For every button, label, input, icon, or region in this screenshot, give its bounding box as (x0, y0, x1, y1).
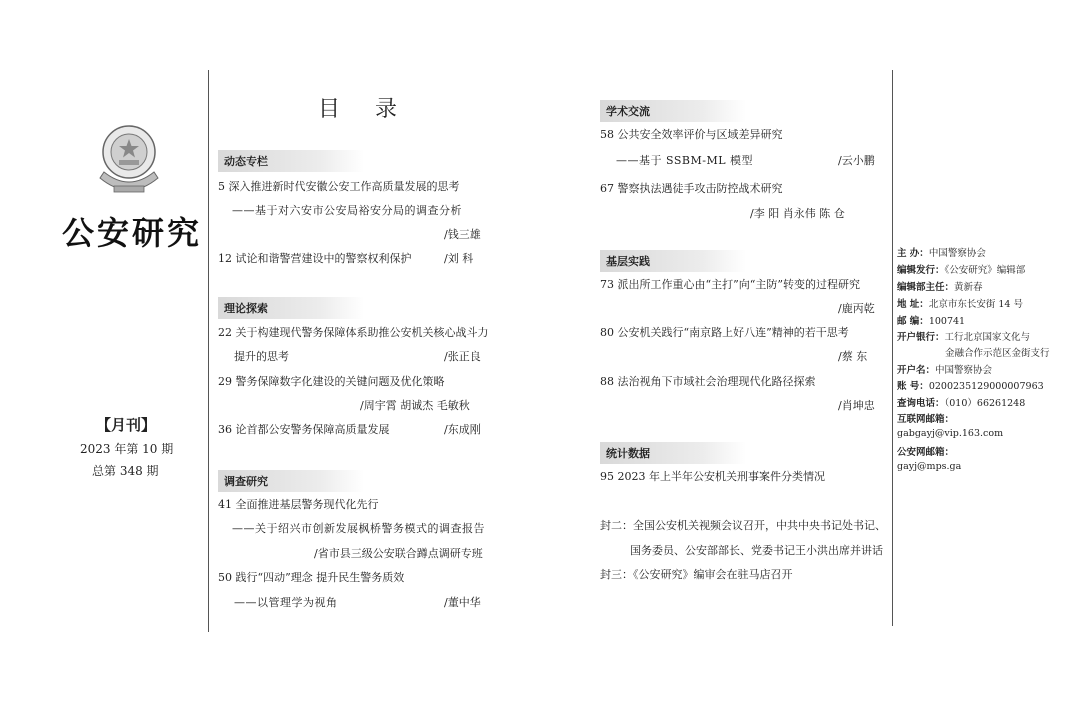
toc-entry-title[interactable]: 22 关于构建现代警务保障体系助推公安机关核心战斗力 (218, 326, 489, 339)
toc-entry-subtitle: ——基于对六安市公安局裕安分局的调查分析 (232, 204, 462, 217)
toc-entry-title[interactable]: 58 公共安全效率评价与区域差异研究 (600, 128, 783, 141)
toc-entry-author: /省市县三级公安联合蹲点调研专班 (314, 547, 483, 560)
cover3-note: 封三：《公安研究》编审会在驻马店召开 (600, 568, 793, 581)
toc-entry-author: /东成刚 (444, 423, 481, 436)
police-emblem-icon (92, 122, 166, 204)
toc-entry-author: /李 阳 肖永伟 陈 仓 (750, 207, 845, 220)
cover2-note-cont: 国务委员、公安部部长、党委书记王小洪出席并讲话 (630, 544, 883, 557)
right-divider (892, 70, 893, 626)
toc-entry-title[interactable]: 73 派出所工作重心由“主打”向“主防”转变的过程研究 (600, 278, 860, 291)
postcode-line: 邮 编：100741 (897, 316, 966, 327)
bank-line-cont: 金融合作示范区金街支行 (945, 348, 1050, 359)
toc-entry-title[interactable]: 95 2023 年上半年公安机关刑事案件分类情况 (600, 470, 825, 483)
section-heading-lilun: 理论探索 (218, 297, 364, 319)
sponsor-line: 主 办：中国警察协会 (897, 248, 986, 259)
toc-entry-author: /刘 科 (444, 252, 474, 265)
phone-line: 查询电话：（010）66261248 (897, 398, 1026, 409)
toc-entry-author: /鹿丙乾 (838, 302, 875, 315)
issue-year: 2023 年第 10 期 (80, 442, 174, 456)
toc-entry-title[interactable]: 36 论首都公安警务保障高质量发展 (218, 423, 390, 436)
toc-entry-subtitle: ——以管理学为视角 (234, 596, 338, 609)
toc-entry-subtitle: ——关于绍兴市创新发展枫桥警务模式的调查报告 (232, 522, 485, 535)
journal-name: 公安研究 (62, 214, 203, 252)
publisher-line: 编辑发行：《公安研究》编辑部 (897, 265, 1026, 276)
toc-entry-title[interactable]: 50 践行“四动”理念 提升民生警务质效 (218, 571, 405, 584)
toc-entry-author: /董中华 (444, 596, 481, 609)
toc-entry-title[interactable]: 80 公安机关践行“南京路上好八连”精神的若干思考 (600, 326, 849, 339)
account-name-line: 开户名：中国警察协会 (897, 365, 993, 376)
toc-entry-title[interactable]: 5 深入推进新时代安徽公安工作高质量发展的思考 (218, 180, 460, 193)
section-heading-dongtai: 动态专栏 (218, 150, 364, 172)
account-number-line: 账 号：0200235129000007963 (897, 381, 1044, 392)
section-heading-tongji: 统计数据 (600, 442, 746, 464)
toc-title: 目 录 (318, 97, 411, 122)
toc-entry-title-cont[interactable]: 提升的思考 (234, 350, 289, 363)
toc-entry-title[interactable]: 67 警察执法遇徒手攻击防控战术研究 (600, 182, 783, 195)
address-line: 地 址：北京市东长安街 14 号 (897, 299, 1023, 310)
director-line: 编辑部主任：黄新春 (897, 282, 983, 293)
section-heading-jiceng: 基层实践 (600, 250, 746, 272)
toc-entry-title[interactable]: 29 警务保障数字化建设的关键问题及优化策略 (218, 375, 445, 388)
section-heading-xueshu: 学术交流 (600, 100, 746, 122)
section-heading-diaocha: 调查研究 (218, 470, 364, 492)
toc-entry-author: /周宇霄 胡诚杰 毛敏秋 (360, 399, 470, 412)
toc-entry-author: /肖坤忠 (838, 399, 875, 412)
toc-entry-title[interactable]: 41 全面推进基层警务现代化先行 (218, 498, 379, 511)
toc-entry-author: /云小鹏 (838, 154, 875, 167)
toc-entry-author: /蔡 东 (838, 350, 868, 363)
toc-entry-author: /张正良 (444, 350, 481, 363)
bank-line: 开户银行：工行北京国家文化与 (897, 332, 1031, 343)
issue-total: 总第 348 期 (92, 464, 159, 478)
toc-entry-subtitle: ——基于 SSBM-ML 模型 (616, 154, 754, 167)
police-net-email[interactable]: gayj@mps.ga (897, 461, 962, 472)
issue-type: 【月刊】 (96, 416, 157, 434)
police-net-email-label: 公安网邮箱： (897, 447, 955, 458)
toc-entry-title[interactable]: 12 试论和谐警营建设中的警察权利保护 (218, 252, 412, 265)
left-divider (208, 70, 209, 632)
internet-email[interactable]: gabgayj@vip.163.com (897, 428, 1004, 439)
toc-entry-author: /钱三雄 (444, 228, 481, 241)
cover2-note: 封二：全国公安机关视频会议召开，中共中央书记处书记、 (600, 519, 886, 532)
toc-entry-title[interactable]: 88 法治视角下市域社会治理现代化路径探索 (600, 375, 816, 388)
internet-email-label: 互联网邮箱： (897, 414, 955, 425)
